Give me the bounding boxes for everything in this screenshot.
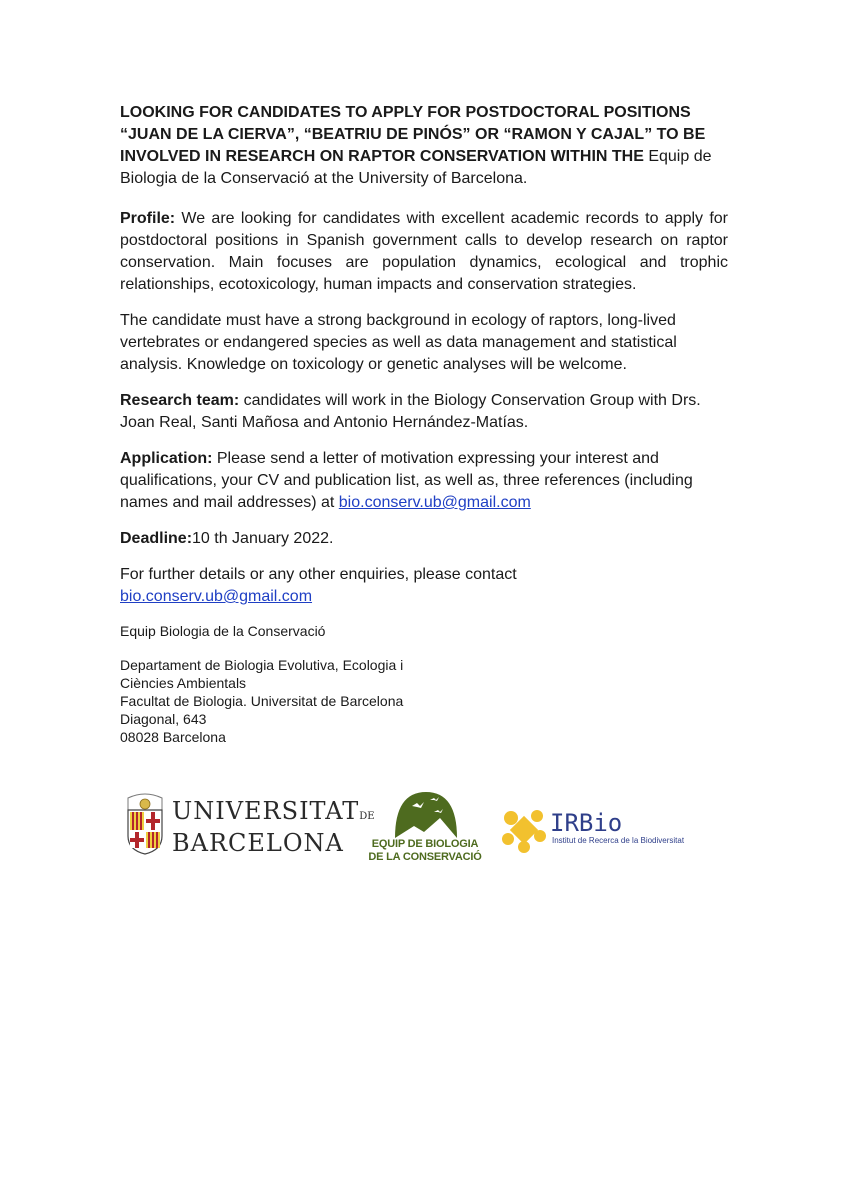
profile-text: We are looking for candidates with excellent academic records to apply for postdoctoral positions in Spanish government calls to develop research on raptor conservation. Main focuses are population dynamics, ecological and trophic relationships, ecotoxicology, human impacts and conservation strategies. [120,210,728,293]
address-line: Diagonal, 643 [120,711,207,727]
irbio-name: IRBio [550,809,623,837]
ub-de: DE [359,811,375,822]
address-line: Facultat de Biologia. Universitat de Barcelona [120,693,404,709]
headline-rest: Equip de Biologia de la Conservació at the University of Barcelona. [120,148,712,187]
equip-line2: DE LA CONSERVACIÓ [368,851,482,863]
research-team-label: Research team: [120,392,240,409]
application-paragraph [120,448,728,514]
logo-row [120,786,720,876]
research-team-paragraph [120,390,728,434]
further-text: For further details or any other enquiries, please contact [120,566,517,583]
further-email-link[interactable]: bio.conserv.ub@gmail.com [120,588,313,605]
document-body [120,102,728,746]
application-text: Please send a letter of motivation expressing your interest and qualifications, your CV and publication list, as well as, three references (including names and mail addresses) at [120,450,693,511]
irbio-logo [500,806,700,856]
address-line: 08028 Barcelona [120,729,226,745]
equip-wordmark [360,838,490,864]
further-paragraph [120,564,728,608]
research-team-text: candidates will work in the Biology Conservation Group with Drs. Joan Real, Santi Mañosa and Antonio Hernández-Matías. [120,392,701,431]
ub-line2: BARCELONA [172,829,344,857]
application-email-link[interactable]: bio.conserv.ub@gmail.com [338,494,531,511]
deadline-paragraph [120,528,728,550]
ub-logo [124,792,375,858]
bird-mountain-icon [360,786,490,840]
ub-crest-icon [124,792,166,858]
profile-paragraph [120,208,728,296]
application-label: Application: [120,450,213,467]
equip-line1: EQUIP DE BIOLOGIA [371,838,479,850]
irbio-flower-icon [500,806,548,854]
headline [120,102,728,190]
background-paragraph: The candidate must have a strong background in ecology of raptors, long-lived vertebrates or endangered species as well as data management and statistical analysis. Knowledge on toxicology or genetic analyses will be welcome. [120,312,677,373]
ub-wordmark [172,798,375,856]
deadline-label: Deadline: [120,530,193,547]
headline-caps: LOOKING FOR CANDIDATES TO APPLY FOR POSTDOCTORAL POSITIONS “JUAN DE LA CIERVA”, “BEATRIU DE PINÓS” OR “RAMON Y CAJAL” TO BE INVOLVED IN RESEARCH ON RAPTOR CONSERVATION WITHIN THE [120,104,706,165]
irbio-subtitle: Institut de Recerca de la Biodiversitat [552,836,685,845]
deadline-text: 10 th January 2022. [192,530,334,547]
ub-line1: UNIVERSITAT [172,797,360,825]
address-line: Ciències Ambientals [120,675,247,691]
group-name: Equip Biologia de la Conservació [120,623,326,639]
address-block [120,656,728,746]
address-line: Departament de Biologia Evolutiva, Ecologia i [120,657,404,673]
profile-label: Profile: [120,210,176,227]
equip-logo [360,786,490,876]
